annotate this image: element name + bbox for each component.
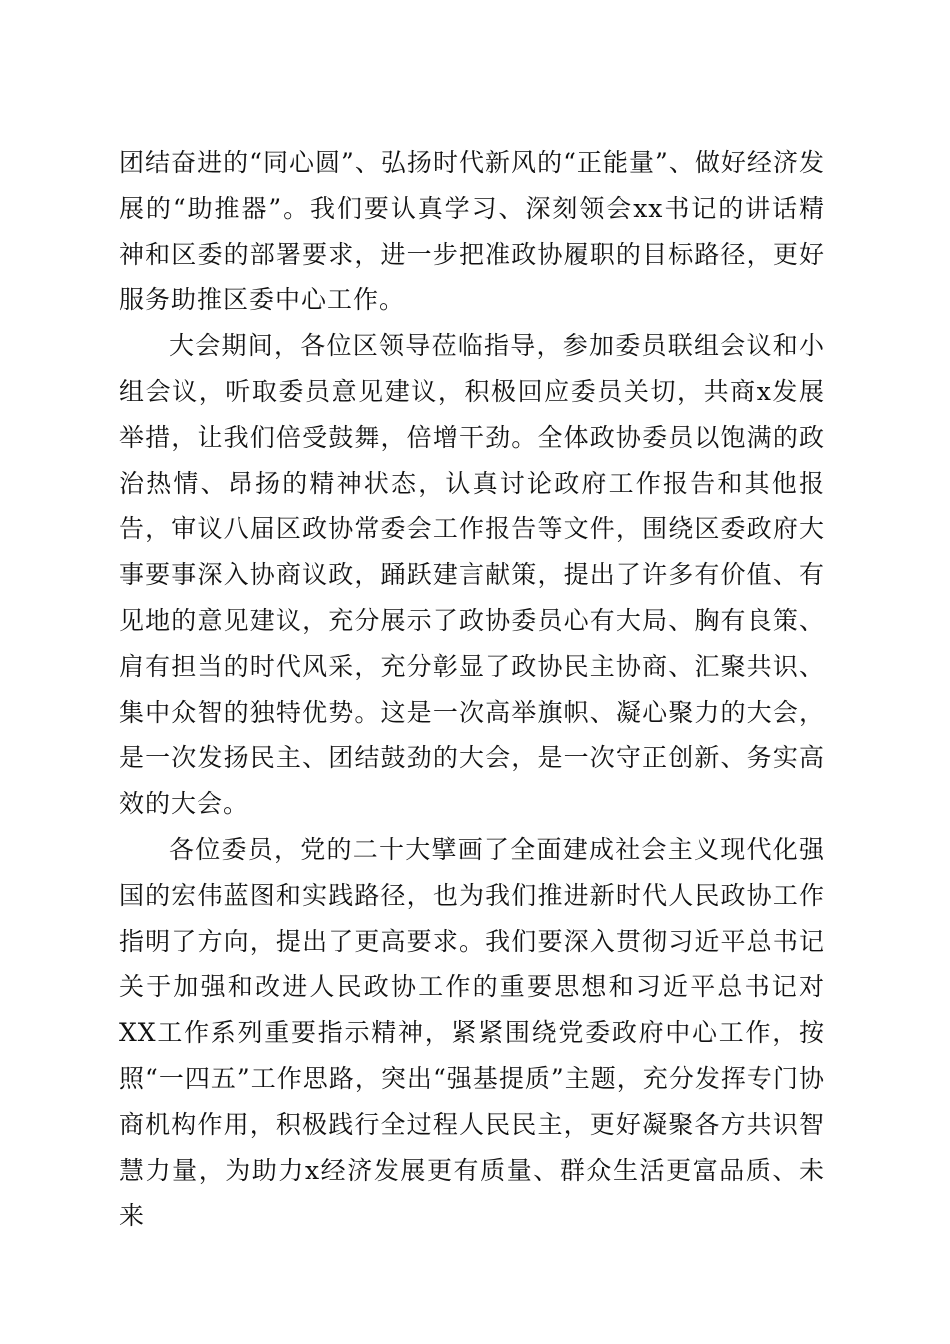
document-body (119, 140, 825, 1239)
paragraph-meeting-review: 大会期间，各位区领导莅临指导，参加委员联组会议和小组会议，听取委员意见建议，积极回应委员关切，共商x发展举措，让我们倍受鼓舞，倍增干劲。全体政协委员以饱满的政治热情、昂扬的精神状态，认真讨论政府工作报告和其他报告，审议八届区政协常委会工作报告等文件，围绕区委政府大事要事深入协商议政，踊跃建言献策，提出了许多有价值、有见地的意见建议，充分展示了政协委员心有大局、胸有良策、肩有担当的时代风采，充分彰显了政协民主协商、汇聚共识、集中众智的独特优势。这是一次高举旗帜、凝心聚力的大会，是一次发扬民主、团结鼓劲的大会，是一次守正创新、务实高效的大会。 (119, 331, 825, 819)
paragraph-continuation: 团结奋进的“同心圆”、弘扬时代新风的“正能量”、做好经济发展的“助推器”。我们要认真学习、深刻领会xx书记的讲话精神和区委的部署要求，进一步把准政协履职的目标路径，更好服务助推区委中心工作。 (119, 148, 825, 315)
paragraph-committee-address: 各位委员，党的二十大擘画了全面建成社会主义现代化强国的宏伟蓝图和实践路径，也为我们推进新时代人民政协工作指明了方向，提出了更高要求。我们要深入贯彻习近平总书记关于加强和改进人民政协工作的重要思想和习近平总书记对XX工作系列重要指示精神，紧紧围绕党委政府中心工作，按照“一四五”工作思路，突出“强基提质”主题，充分发挥专门协商机构作用，积极践行全过程人民民主，更好凝聚各方共识智慧力量，为助力x经济发展更有质量、群众生活更富品质、未来 (119, 834, 825, 1231)
